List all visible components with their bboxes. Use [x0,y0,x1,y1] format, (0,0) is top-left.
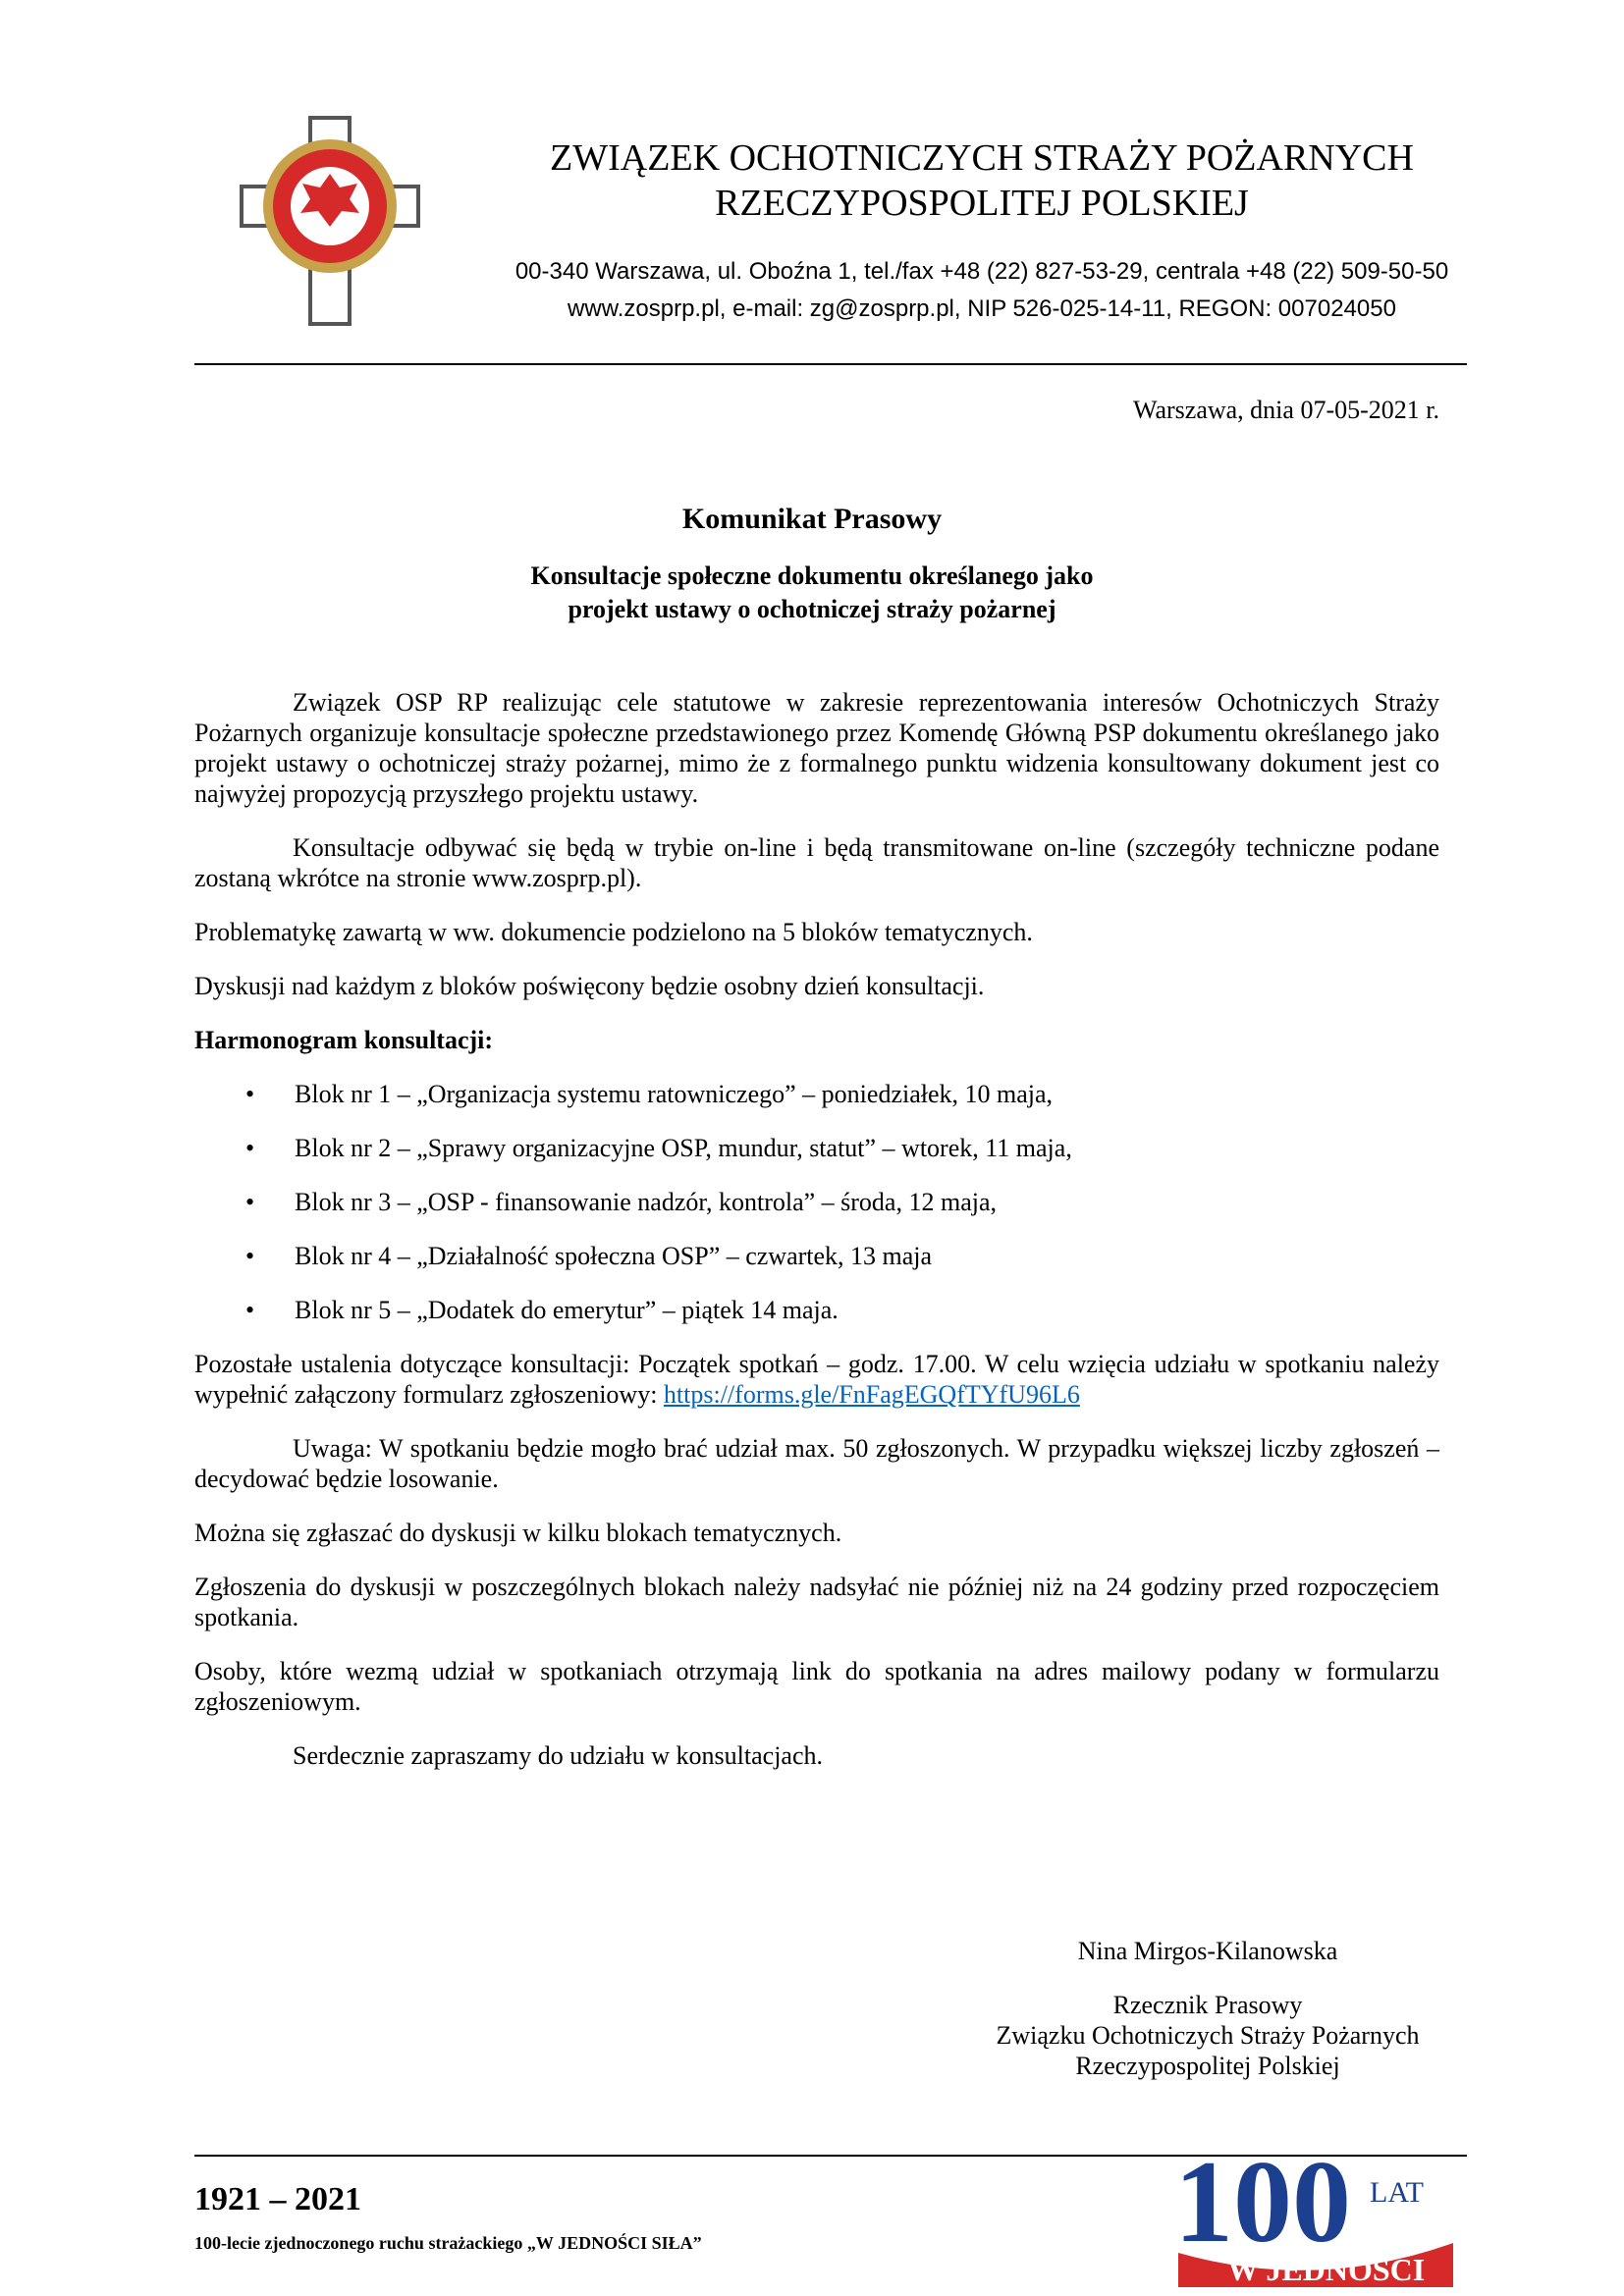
paragraph: Pozostałe ustalenia dotyczące konsultacji: Początek spotkań – godz. 17.00. W celu wzięcia udziału w spotkaniu należy wypełnić załączony formularz zgłoszeniowy: https://forms.gle/FnFagEGQfTYfU96L6 [194,1350,1439,1409]
document-title: Komunikat Prasowy [681,503,943,535]
list-item: • Blok nr 2 – „Sprawy organizacyjne OSP, mundur, statut” – wtorek, 11 maja, [194,1133,1439,1163]
org-address: 00-340 Warszawa, ul. Oboźna 1, tel./fax +48 (22) 827-53-29, centrala +48 (22) 509-50-50 www.zosprp.pl, e-mail: zg@zosprp.pl, NIP 526-025-14-11, REGON: 007024050 [514,258,1449,322]
paragraph: Osoby, które wezmą udział w spotkaniach otrzymają link do spotkania na adres mailowy podany w formularzu zgłoszeniowym. [194,1657,1439,1716]
signature-name: Nina Mirgos-Kilanowska [1077,1937,1338,1965]
document-subtitle: Konsultacje społeczne dokumentu określanego jako projekt ustawy o ochotniczej straży pożarnej [530,561,1094,623]
svg-text:100: 100 [1174,2136,1351,2267]
document-date: Warszawa, dnia 07-05-2021 r. [1133,396,1439,424]
paragraph: Związek OSP RP realizując cele statutowe w zakresie reprezentowania interesów Ochotniczych Straży Pożarnych organizuje konsultacje społeczne przedstawionego przez Komendę Główną PSP dokumentu określanego jako projekt ustawy o ochotniczej straży pożarnej, mimo że z formalnego punktu widzenia konsultowany dokument jest co najwyżej propozycją przyszłego projektu ustawy. [194,688,1439,808]
list-item: • Blok nr 4 – „Działalność społeczna OSP” – czwartek, 13 maja [194,1241,1439,1271]
footer-motto: 100-lecie zjednoczonego ruchu strażackiego „W JEDNOŚCI SIŁA” [194,2233,702,2253]
schedule-list [194,1079,1439,1325]
svg-text:LAT: LAT [1370,2176,1424,2209]
signature-block: Nina Mirgos-Kilanowska Rzecznik Prasowy Związku Ochotniczych Straży Pożarnych Rzeczypospolitej Polskiej [913,1936,1502,2081]
paragraph: Serdecznie zapraszamy do udziału w konsultacjach. [293,1741,823,1770]
centenary-badge-logo [1168,2125,1463,2292]
schedule-heading: Harmonogram konsultacji: [194,1026,494,1054]
osp-emblem-logo [232,113,428,329]
paragraph: Można się zgłaszać do dyskusji w kilku blokach tematycznych. [194,1519,842,1547]
list-item: • Blok nr 1 – „Organizacja systemu ratowniczego” – poniedziałek, 10 maja, [194,1079,1439,1109]
paragraph: Dyskusji nad każdym z bloków poświęcony będzie osobny dzień konsultacji. [194,972,985,1000]
list-item: • Blok nr 5 – „Dodatek do emerytur” – piątek 14 maja. [194,1295,1439,1325]
paragraph: Uwaga: W spotkaniu będzie mogło brać udział max. 50 zgłoszonych. W przypadku większej liczby zgłoszeń – decydować będzie losowanie. [194,1434,1439,1493]
paragraph: Zgłoszenia do dyskusji w poszczególnych blokach należy nadsyłać nie później niż na 24 godziny przed rozpoczęciem spotkania. [194,1573,1439,1631]
org-name: ZWIĄZEK OCHOTNICZYCH STRAŻY POŻARNYCH RZECZYPOSPOLITEJ POLSKIEJ [550,137,1414,224]
paragraph: Konsultacje odbywać się będą w trybie on-line i będą transmitowane on-line (szczegóły techniczne podane zostaną wkrótce na stronie www.zosprp.pl). [194,833,1439,892]
svg-text:W JEDNOŚCI: W JEDNOŚCI [1227,2252,1426,2287]
form-link[interactable]: https://forms.gle/FnFagEGQfTYfU96L6 [663,1380,1080,1409]
document-body [194,687,1439,1794]
paragraph: Problematykę zawartą w ww. dokumencie podzielono na 5 bloków tematycznych. [194,918,1033,946]
list-item: • Blok nr 3 – „OSP - finansowanie nadzór, kontrola” – środa, 12 maja, [194,1187,1439,1217]
footer-years: 1921 – 2021 [194,2181,361,2217]
header-rule [194,363,1467,365]
